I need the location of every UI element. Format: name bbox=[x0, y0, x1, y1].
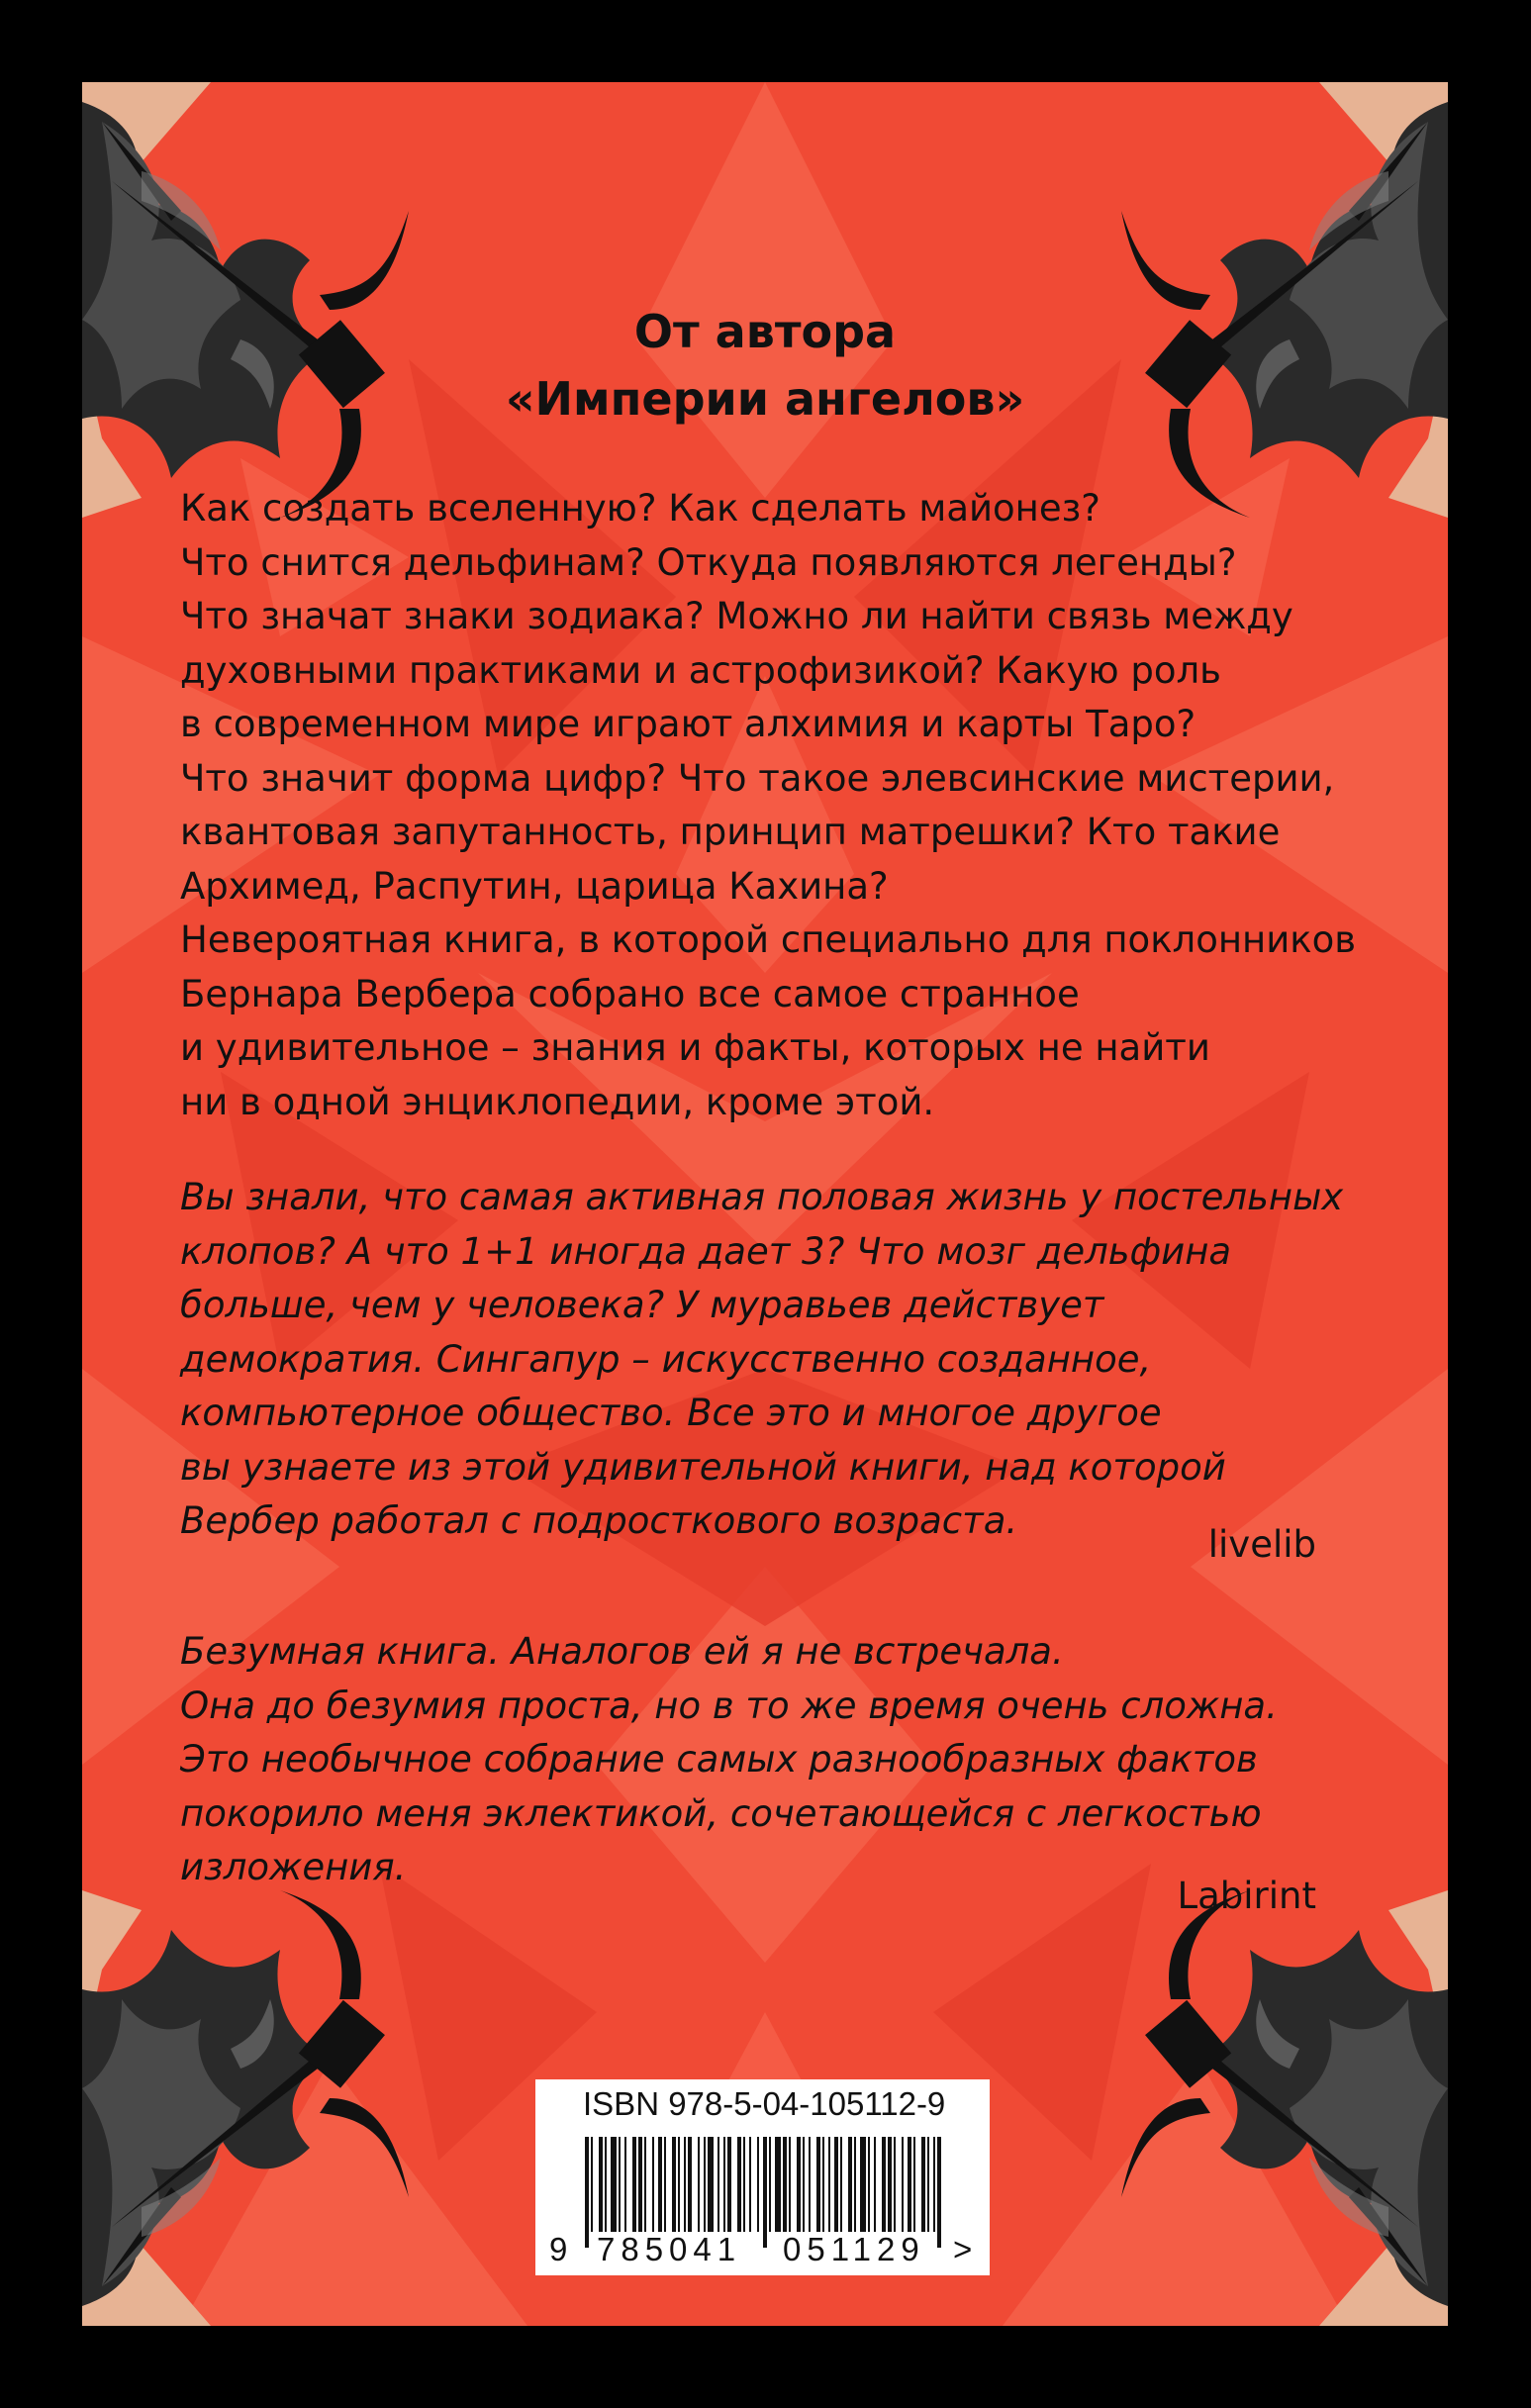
heading-line-1: От автора bbox=[633, 305, 897, 358]
barcode-bar bbox=[619, 2137, 621, 2232]
barcode-bar bbox=[723, 2137, 725, 2232]
barcode-bar bbox=[708, 2137, 714, 2232]
barcode-bar bbox=[632, 2137, 636, 2232]
barcode-bar bbox=[902, 2137, 904, 2232]
barcode-bar bbox=[888, 2137, 892, 2232]
book-back-cover bbox=[82, 82, 1448, 2326]
barcode-digit-arrow: > bbox=[953, 2231, 973, 2267]
barcode-bar bbox=[860, 2137, 866, 2232]
barcode-bar bbox=[678, 2137, 680, 2232]
barcode-bar bbox=[704, 2137, 706, 2232]
barcode-bar bbox=[763, 2137, 767, 2248]
barcode-bar bbox=[769, 2137, 771, 2232]
barcode-bar bbox=[933, 2137, 935, 2232]
barcode-bar bbox=[913, 2137, 915, 2232]
barcode-bar bbox=[611, 2137, 617, 2232]
barcode-bar bbox=[591, 2137, 593, 2232]
barcode-bar bbox=[585, 2137, 589, 2248]
barcode-bar bbox=[698, 2137, 700, 2232]
barcode-bar bbox=[638, 2137, 642, 2232]
barcode-bar bbox=[882, 2137, 886, 2232]
isbn-barcode-box bbox=[535, 2079, 990, 2275]
barcode-bar bbox=[834, 2137, 838, 2232]
barcode-bar bbox=[599, 2137, 603, 2232]
barcode-bar bbox=[937, 2137, 941, 2248]
barcode-bar bbox=[672, 2137, 676, 2232]
barcode-bar bbox=[757, 2137, 759, 2232]
barcode-bar bbox=[605, 2137, 607, 2232]
barcode-bar bbox=[854, 2137, 856, 2232]
heading-line-2: «Империи ангелов» bbox=[505, 372, 1025, 426]
barcode-bar bbox=[840, 2137, 842, 2232]
barcode-bar bbox=[828, 2137, 830, 2232]
review-quote-1-text: Вы знали, что самая активная половая жизнь у постельных клопов? А что 1+1 иногда дает 3? Что мозг дельфина больше, чем у человека? У муравьев действует демократия. Сингапур – искусственно созданное, компьютерное общество. Все это и многое другое вы узнаете из этой удивительной книги, над которой Вербер работал с подросткового возраста. bbox=[180, 1176, 1344, 1542]
corner-ornament-bottom-left bbox=[82, 1890, 409, 2326]
isbn-label: ISBN 978-5-04-105112-9 bbox=[583, 2085, 946, 2122]
barcode-bar bbox=[797, 2137, 801, 2232]
review-source-1: livelib bbox=[1207, 1523, 1316, 1566]
barcode-bar bbox=[718, 2137, 719, 2232]
barcode-bar bbox=[775, 2137, 781, 2232]
barcode-bar bbox=[868, 2137, 870, 2232]
barcode-bar bbox=[644, 2137, 646, 2232]
barcode-bar bbox=[783, 2137, 787, 2232]
barcode-bar bbox=[737, 2137, 741, 2232]
description-block bbox=[180, 482, 1368, 1129]
barcode-bar bbox=[789, 2137, 791, 2232]
barcode-bar bbox=[684, 2137, 686, 2232]
barcode-bar bbox=[874, 2137, 876, 2232]
barcode-bar bbox=[652, 2137, 654, 2232]
barcode-bar bbox=[743, 2137, 745, 2232]
barcode-bar bbox=[921, 2137, 925, 2232]
barcode-bar bbox=[927, 2137, 929, 2232]
review-quote-2 bbox=[180, 1625, 1368, 1895]
corner-ornament-top-left bbox=[82, 82, 409, 518]
barcode-bar bbox=[658, 2137, 662, 2232]
barcode-digit-lead: 9 bbox=[549, 2231, 568, 2267]
barcode-digits-left: 785041 bbox=[597, 2231, 742, 2267]
barcode-bar bbox=[727, 2137, 731, 2232]
barcode-bar bbox=[908, 2137, 911, 2232]
barcode-bar bbox=[816, 2137, 820, 2232]
review-quote-1 bbox=[180, 1171, 1368, 1549]
barcode-bar bbox=[809, 2137, 811, 2232]
description-paragraph: Как создать вселенную? Как сделать майонез? Что снится дельфинам? Откуда появляются легенды? Что значат знаки зодиака? Можно ли найти связь между духовными практиками и астрофизикой? Какую роль в современном мире играют алхимия и карты Таро? Что значит форма цифр? Что такое элевсинские мистерии, квантовая запутанность, принцип матрешки? Кто такие Архимед, Распутин, царица Кахина? Невероятная книга, в которой специально для поклонников Бернара Вербера собрано все самое странное и удивительное – знания и факты, которых не найти ни в одной энциклопедии, кроме этой. bbox=[180, 487, 1357, 1123]
barcode-bar bbox=[749, 2137, 751, 2232]
review-source-2: Labirint bbox=[1177, 1875, 1316, 1917]
review-quote-2-text: Безумная книга. Аналогов ей я не встречала. Она до безумия проста, но в то же время очень сложна. Это необычное собрание самых разнообразных фактов покорило меня эклектикой, сочетающейся с легкостью изложения. bbox=[180, 1630, 1278, 1888]
barcode-bar bbox=[803, 2137, 805, 2232]
corner-ornament-bottom-right bbox=[1121, 1890, 1448, 2326]
barcode-digits-right: 051129 bbox=[783, 2231, 925, 2267]
corner-ornament-top-right bbox=[1121, 82, 1448, 518]
barcode-bar bbox=[664, 2137, 666, 2232]
barcode-bar bbox=[894, 2137, 896, 2232]
barcode-bar bbox=[848, 2137, 852, 2232]
barcode-bar bbox=[822, 2137, 824, 2232]
barcode-bar bbox=[624, 2137, 626, 2232]
barcode-bar bbox=[688, 2137, 692, 2232]
